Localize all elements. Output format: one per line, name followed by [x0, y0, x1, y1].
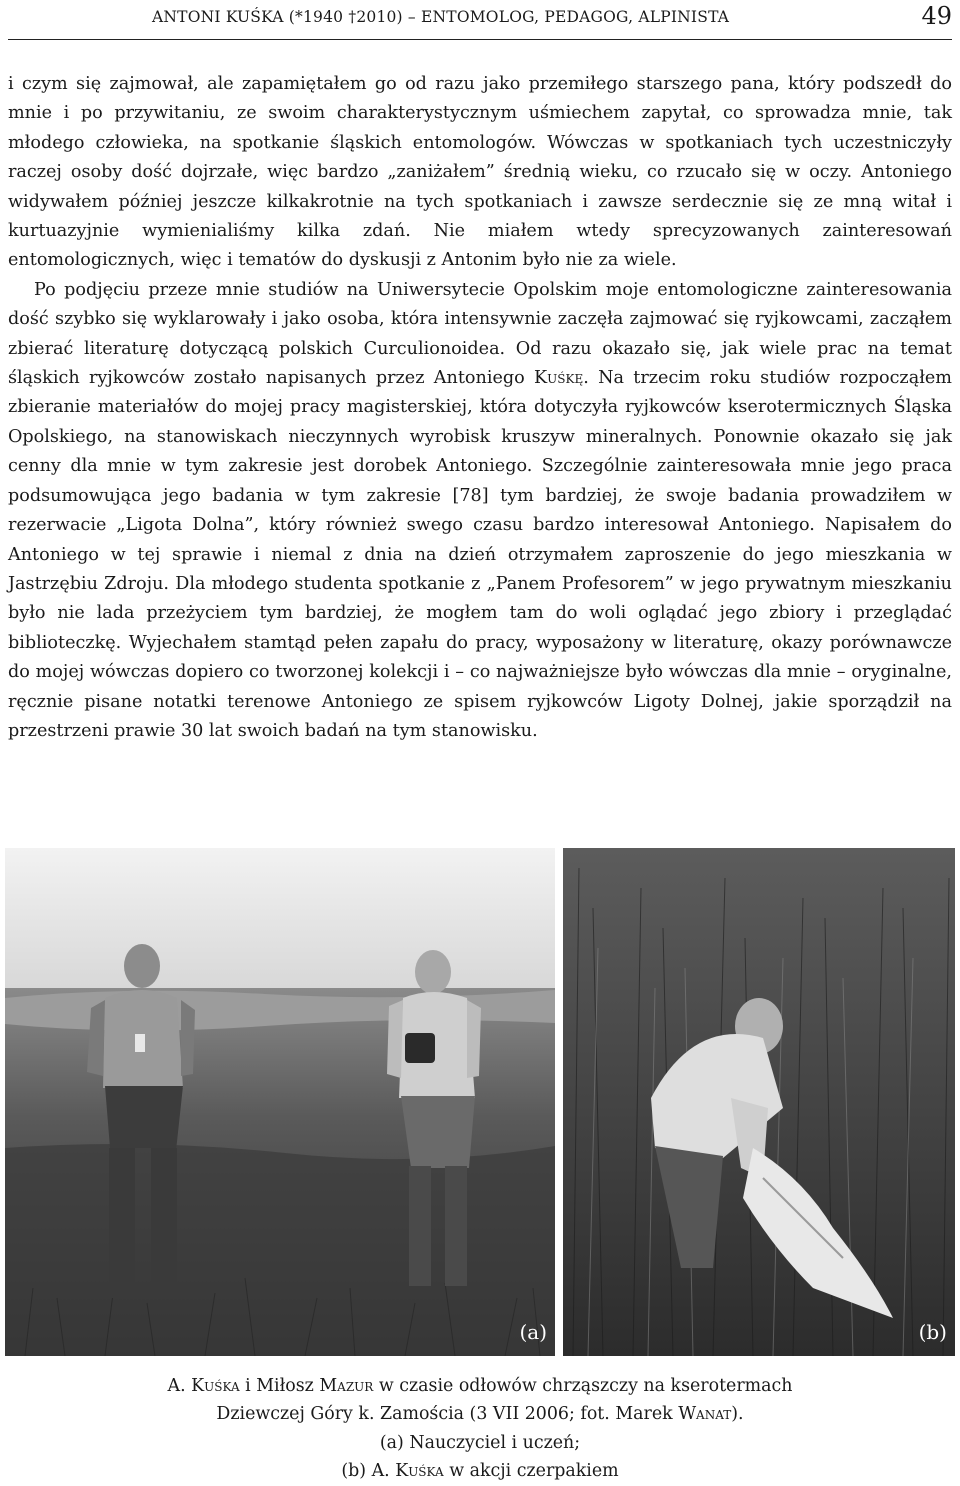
photo-a-illustration [5, 848, 555, 1356]
paragraph-2-part-b: . Na trzecim roku studiów rozpocząłem zbieranie materiałów do mojej pracy magisterskiej, która dotyczyła ryjkowców kserotermicznych Śląska Opolskiego, na stanowiskach nieczynnych wyrobisk kruszyw mineralnych. Ponownie okazało się jak cenny dla mnie w tym zakresie jest dorobek Antoniego. Szczególnie zainteresowała mnie jego praca podsumowująca jego badania w tym zakresie [78] tym bardziej, że swoje badania prowadziłem w rezerwacie „Ligota Dolna”, który również swego czasu bardzo interesował Antoniego. Napisałem do Antoniego w tej sprawie i niemal z dnia na dzień otrzymałem zaproszenie do jego mieszkania w Jastrzębiu Zdroju. Dla młodego studenta spotkanie z „Panem Profesorem” w jego prywatnym mieszkaniu było nie lada przeżyciem tym bardziej, że mogłem tam do woli oglądać jego zbiory i przeglądać biblioteczkę. Wyjechałem stamtąd pełen zapału do pracy, wyposażony w literaturę, okazy porównawcze do mojej wówczas dopiero co tworzonej kolekcji i – co najważniejsze było wówczas dla mnie – oryginalne, ręcznie pisane notatki terenowe Antoniego ze spisem ryjkowców Ligoty Dolnej, jakie sporządził na przestrzeni prawie 30 lat swoich badań na tym stanowisku. [8, 368, 952, 741]
photo-teacher-and-student [5, 848, 555, 1356]
photo-b-illustration [563, 848, 955, 1356]
caption-text-1: w czasie odłowów chrząszczy na kserotermach [373, 1376, 793, 1396]
caption-line-2 [0, 1400, 960, 1428]
caption-initial: A. [167, 1376, 192, 1396]
caption-line-1 [0, 1372, 960, 1400]
caption-name-kuska: Kuśka [191, 1376, 240, 1396]
figure-sub-captions [0, 1429, 960, 1486]
figure-caption [0, 1372, 960, 1429]
caption-b-suffix: w akcji czerpakiem [443, 1461, 619, 1482]
caption-line-b [0, 1457, 960, 1485]
caption-text-2-end: ). [731, 1404, 744, 1425]
running-title: ANTONI KUŚKA (*1940 †2010) – ENTOMOLOG, PEDAGOG, ALPINISTA [152, 8, 730, 26]
caption-name-wanat: Wanat [678, 1404, 732, 1425]
caption-b-prefix: (b) A. [341, 1461, 396, 1482]
surname-kuska: Kuśkę [534, 368, 584, 389]
paragraph-2-part-a: Po podjęciu przeze mnie studiów na Uniwersytecie Opolskim moje entomologiczne zainteresowania dość szybko się wyklarowały i jako osoba, która intensywnie zaczęła zajmować się ryjkowcami, zacząłem zbierać literaturę dotyczącą polskich Curculionoidea. Od razu okazało się, jak wiele prac na temat śląskich ryjkowców zostało napisanych przez Antoniego [8, 279, 952, 389]
caption-line-a: (a) Nauczyciel i uczeń; [379, 1433, 581, 1453]
photo-sweep-net [563, 848, 955, 1356]
photo-a-label: (a) [519, 1320, 547, 1344]
running-head [0, 0, 960, 40]
paragraph-2 [8, 276, 952, 747]
header-rule [8, 39, 952, 40]
caption-name-mazur: Mazur [319, 1376, 374, 1396]
photo-b-label: (b) [918, 1320, 947, 1344]
caption-and: i Miłosz [239, 1376, 320, 1396]
body-text [8, 70, 952, 746]
page-number: 49 [921, 2, 952, 30]
caption-b-name: Kuśka [395, 1461, 444, 1482]
paragraph-1: i czym się zajmował, ale zapamiętałem go od razu jako przemiłego starszego pana, który podszedł do mnie i po przywitaniu, ze swoim charakterystycznym uśmiechem zapytał, co sprowadza mnie, tak młodego człowieka, na spotkanie śląskich entomologów. Wówczas w spotkaniach tych uczestniczyły raczej osoby dość dojrzałe, więc bardzo „zaniżałem” średnią wieku, co rzucało się w oczy. Antoniego widywałem później jeszcze kilkakrotnie na tych spotkaniach i zawsze serdecznie się ze mną witał i kurtuazyjnie wymienialiśmy kilka zdań. Nie miałem wtedy sprecyzowanych zainteresowań entomologicznych, więc i tematów do dyskusji z Antonim było nie za wiele. [8, 74, 952, 271]
caption-text-2: Dziewczej Góry k. Zamościa (3 VII 2006; fot. Marek [216, 1404, 679, 1425]
